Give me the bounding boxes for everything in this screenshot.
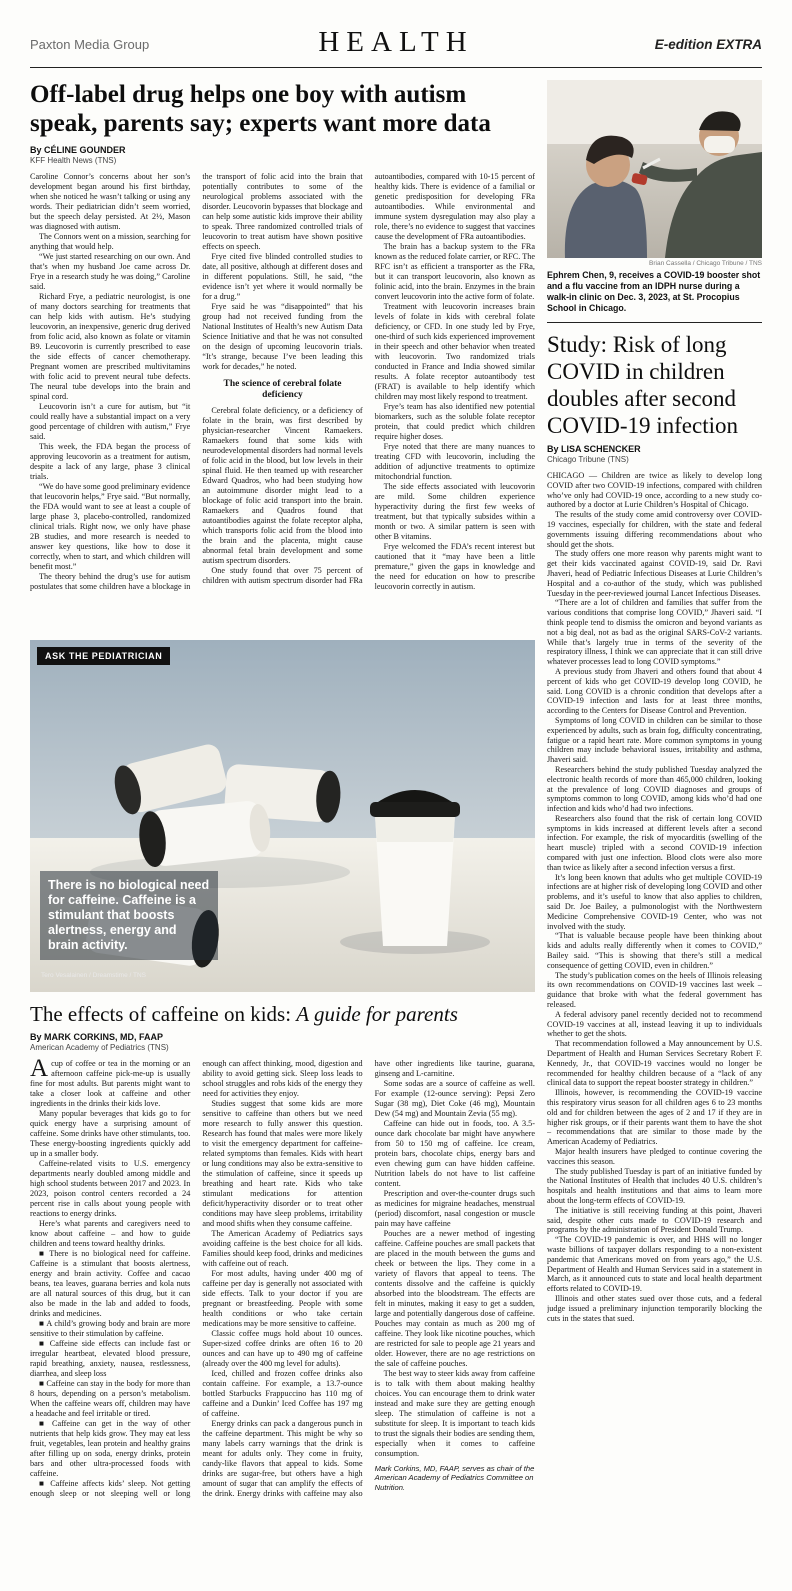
article-paragraph: The brain has a backup system to the FRa known as the reduced folate carrier, or RFC. The RFC isn’t as efficient a transporter as the FRa, but it can transport leucovorin, also known as folinic acid, into the brain. Enzymes in the brain convert leucovorin into the active form of folate.	[374, 242, 535, 301]
article-paragraph: The study published Tuesday is part of an initiative funded by the National Institutes of Health that includes 40 U.S. children’s hospitals and health institutions and that aims to learn more about the long-term effects of COVID-19.	[547, 1166, 762, 1205]
article-paragraph: “That is valuable because people have been thinking about kids and adults really differently when it comes to COVID,” Bailey said. “This is showing that there’s still a medical consequence of getting COVID, even in children.”	[547, 931, 762, 970]
article-paragraph: The theory behind the drug’s use for autism postulates that some children have a blockage in the transport of folic acid into the brain that potentially contributes to some of the neurological problems associated with the disorder. Leucovorin bypasses that blockage and can help some autistic kids improve their ability to speak. Three randomized controlled trials of leucovorin to treat autism have shown positive effects on speech.	[30, 172, 363, 591]
article-paragraph: Frye noted that there are many nuances to treating CFD with leucovorin, including the addition of adjunctive treatments to optimize mitochondrial function.	[374, 442, 535, 481]
article-paragraph: The initiative is still receiving funding at this point, Jhaveri said, despite other cuts made to COVID-19 research and programs by the administration of President Donald Trump.	[547, 1205, 762, 1235]
section-title: HEALTH	[318, 26, 474, 58]
article-paragraph: Leucovorin isn’t a cure for autism, but “it could really have a substantial impact on a very good percentage of children with autism,” Frye said.	[30, 402, 191, 441]
article-paragraph: Researchers behind the study published Tuesday analyzed the electronic health records of more than 465,000 children, looking at the prevalence of long COVID diagnoses and groups of symptoms common to long COVID, among kids who’d had one infection and kids who’d had two infections.	[547, 764, 762, 814]
article-paragraph: The study offers one more reason why parents might want to get their kids vaccinated against COVID-19, said Dr. Ravi Jhaveri, head of Pediatric Infectious Diseases at Lurie Children’s Hospital and a co-author of the study, which was published Tuesday in the peer-reviewed journal Lancet Infectious Diseases.	[547, 549, 762, 598]
article-paragraph: ■ Caffeine can stay in the body for more than 8 hours, depending on a person’s metabolism. When the caffeine wears off, children may have a headache and feel irritable or tired.	[30, 1379, 191, 1418]
article-subhead: The science of cerebral folate deficiency	[223, 379, 342, 400]
right-column	[547, 80, 762, 1558]
publisher-name: Paxton Media Group	[30, 37, 150, 52]
vaccine-photo-credit: Brian Cassella / Chicago Tribune / TNS	[649, 260, 762, 267]
article-paragraph: “We do have some good preliminary evidence that leucovorin helps,” Frye said. “But normally, the FDA would want to see at least a couple of large phase 3, placebo-controlled, randomized clinical trials. Right now, we only have phase 2B studies, and more research is needed to answer key questions, like how to dose it correctly, when to start, and which children will benefit most.”	[30, 482, 191, 571]
article-paragraph: ■ Caffeine affects kids’ sleep. Not getting enough sleep or not sleeping well or long enough can affect thinking, mood, digestion and ability to avoid getting sick. Sleep loss leads to school struggles and robs kids of the energy they need for activities they enjoy.	[30, 1059, 363, 1498]
caffeine-article-headline	[30, 1001, 535, 1027]
covid-article-body	[547, 471, 762, 1551]
autism-article-source: KFF Health News (TNS)	[30, 156, 117, 165]
article-paragraph: Caroline Connor’s concerns about her son’s development began around his first birthday, when she noticed he wasn’t talking or using any words. Their pediatrician didn’t seem worried, but the speech delay persisted. At 2½, Mason was diagnosed with autism.	[30, 172, 191, 231]
vaccine-photo-illustration	[547, 80, 762, 258]
article-paragraph: “There are a lot of children and families that suffer from the various conditions that comprise long COVID,” Jhaveri said. “I think people tend to dismiss the omicron and beyond variants as not a big deal, not as bad as the original SARS-CoV-2 variants. While that’s largely true in terms of the severity of the respiratory illness, I think we can appreciate that it can still drive whatever processes lead to long COVID symptoms.”	[547, 598, 762, 667]
article-paragraph: A federal advisory panel recently decided not to recommend COVID-19 vaccines at all, instead leaving it up to individuals whether to get the shots.	[547, 1009, 762, 1039]
caffeine-article-source: American Academy of Pediatrics (TNS)	[30, 1043, 169, 1052]
column-divider	[547, 322, 762, 323]
article-paragraph: Pouches are a newer method of ingesting caffeine. Caffeine pouches are small packets that are placed in the mouth between the gums and cheek or between the lips. They come in a variety of flavors that appeal to teens. The contents dissolve and the caffeine is quickly absorbed into the bloodstream. The effects are felt in minutes, making it easy to get a sudden, large and potentially dangerous dose of caffeine. Pouches may contain as much as 200 mg of caffeine. They look like nicotine pouches, which are restricted for sale to people age 21 years and older. However, there are no age restrictions on the sale of caffeine pouches.	[374, 1229, 535, 1368]
article-paragraph: Caffeine-related visits to U.S. emergency departments nearly doubled among middle and high school students between 2017 and 2023. In 2023, poison control centers recorded a 24 percent rise in calls about young people with reactions to energy drinks.	[30, 1159, 191, 1218]
article-paragraph: The results of the study come amid controversy over COVID-19 vaccines, especially for children, with the state and federal governments issuing differing recommendations about who should get the shots.	[547, 510, 762, 549]
article-paragraph: Researchers also found that the risk of certain long COVID symptoms in kids increased at different levels after a second infection. For example, the risk of myocarditis (swelling of the heart muscle) tripled with a second COVID-19 infection compared with just one infection. Blood clots were also more than twice as likely after a second infection versus a first.	[547, 813, 762, 872]
coffee-photo-credit: Tero Vesalainen / Dreamstime / TNS	[41, 972, 147, 979]
article-paragraph: Many popular beverages that kids go to for quick energy have a surprising amount of caffeine. Some drinks have other stimulants, too. These energy-boosting ingredients quickly add up in a smaller body.	[30, 1109, 191, 1158]
caffeine-article-byline: By MARK CORKINS, MD, FAAP	[30, 1032, 164, 1042]
article-paragraph: Illinois, however, is recommending the COVID-19 vaccine this respiratory virus season for all children ages 6 to 23 months old and for children between the ages of 2 and 17 if they are in higher risk groups, or if their parents want them to have the shot – recommendations that are similar to those made by the American Academy of Pediatrics.	[547, 1088, 762, 1147]
article-paragraph: Mark Corkins, MD, FAAP, serves as chair of the American Academy of Pediatrics Committee on Nutrition.	[374, 1464, 535, 1492]
article-paragraph: Frye welcomed the FDA’s recent interest but cautioned that it “may have been a little premature,” given the gaps in knowledge and the need for education on how to prescribe leucovorin correctly in autism.	[374, 542, 535, 591]
article-paragraph: “We just started researching on our own. And that’s when my husband Joe came across Dr. Frye in a research study he was doing,” Caroline said.	[30, 252, 191, 291]
article-paragraph: Energy drinks can pack a dangerous punch in the caffeine department. This might be why so many labels carry warnings that the drink is meant for adults only. They come in fruity, candy-like flavors that appeal to kids. Some drinks are sugar-free, but others have a high amount of sugar that can amplify the effects of the drink. Energy drinks with caffeine may also have other ingredients like taurine, guarana, ginseng and L-carnitine.	[202, 1059, 535, 1498]
article-paragraph: One study found that over 75 percent of children with autism spectrum disorder had FRa autoantibodies, compared with 10-15 percent of healthy kids. There is evidence of a familial or genetic predisposition for developing FRa autoantibodies. While environmental and immune system dysregulation may also play a role, there’s no evidence to suggest that vaccines cause the development of FRa autoantibodies.	[202, 172, 535, 585]
article-paragraph: That recommendation followed a May announcement by U.S. Department of Health and Human Services Secretary Robert F. Kennedy, Jr., that COVID-19 vaccines would no longer be recommended for healthy children because of a “lack of any clinical data to support the repeat booster strategy in children.”	[547, 1039, 762, 1088]
article-paragraph: The study’s publication comes on the heels of Illinois releasing its own recommendations on COVID-19 vaccines last week – guidance that broke with what the federal government has released.	[547, 970, 762, 1010]
caffeine-article-byline-block	[30, 1032, 535, 1052]
autism-article-body	[30, 172, 535, 630]
kicker-ask-the-pediatrician: ASK THE PEDIATRICIAN	[37, 647, 170, 665]
article-paragraph: Illinois and other states sued over those cuts, and a federal judge issued a preliminary injunction temporarily blocking the cuts in the states that sued.	[547, 1293, 762, 1323]
article-autism-drug[interactable]	[30, 80, 535, 630]
article-paragraph: It’s long been known that adults who get multiple COVID-19 infections are at higher risk of developing long COVID and other problems, and it’s useful to know that also applies to children, said Dr. Joe Bailey, a pulmonologist with the Northwestern Medicine Comprehensive COVID-19 Center, who was not involved with the study.	[547, 872, 762, 931]
vaccine-photo[interactable]	[547, 80, 762, 258]
article-paragraph: ■ A child’s growing body and brain are more sensitive to their stimulation by caffeine.	[30, 1319, 191, 1338]
article-paragraph: Prescription and over-the-counter drugs such as medicines for migraine headaches, menstrual (period) discomfort, nasal congestion or muscle pain may have caffeine	[374, 1189, 535, 1228]
article-paragraph: Some sodas are a source of caffeine as well. For example (12-ounce serving): Pepsi Zero Sugar (38 mg), Diet Coke (46 mg), Mountain Dew (54 mg) and Mountain Zevia (55 mg).	[374, 1079, 535, 1118]
article-paragraph: Iced, chilled and frozen coffee drinks also contain caffeine. For example, a 13.7-ounce bottled Starbucks Frappuccino has 110 mg of caffeine and a Dunkin’ Iced Coffee has 197 mg of caffeine.	[202, 1369, 363, 1418]
caffeine-article-body	[30, 1059, 535, 1559]
article-paragraph: Frye’s team has also identified new potential biomarkers, such as the soluble folate receptor protein, that could predict which children require higher doses.	[374, 402, 535, 441]
caffeine-headline-italic: A guide for parents	[296, 1002, 458, 1026]
covid-article-byline-block	[547, 444, 762, 464]
article-paragraph: Treatment with leucovorin increases brain levels of folate in kids with cerebral folate deficiency, or CFD. In one study led by Frye, one-third of such kids experienced improvement in their speech and other behavior when treated with leucovorin. Two randomized trials conducted in France and India showed similar results. A folate receptor autoantibody test (FRAT) is available to help identify which children may most likely respond to treatment.	[374, 302, 535, 401]
article-paragraph: Cerebral folate deficiency, or a deficiency of folate in the brain, was first described by physician-researcher Vincent Ramaekers. Ramaekers found that some kids with neurodevelopmental disorders had normal levels of folic acid in the blood, but low levels in their spinal fluid. He then teamed up with researcher Edward Quadros, who had been studying how an autoimmune disorder might lead to a blockage of folic acid transport into the brain. Ramaekers and Quadros found that autoantibodies against the folate receptor alpha, which transports folic acid from the blood into the brain and the placenta, might cause abnormal fetal brain development and some autism spectrum disorders.	[202, 406, 363, 565]
article-paragraph: The Connors went on a mission, searching for anything that would help.	[30, 232, 191, 251]
article-paragraph: A previous study from Jhaveri and others found that about 4 percent of kids who get COVID-19 develop long COVID, he said. Long COVID is a chronic condition that develops after a COVID-19 infection and lasts for at least three months, according to the Centers for Disease Control and Prevention.	[547, 666, 762, 716]
vaccine-photo-caption: Ephrem Chen, 9, receives a COVID-19 booster shot and a flu vaccine from an IDPH nurse during a walk-in clinic on Dec. 3, 2023, at St. Procopius School in Chicago.	[547, 270, 761, 313]
covid-article-source: Chicago Tribune (TNS)	[547, 455, 629, 464]
masthead	[30, 24, 762, 68]
article-paragraph: This week, the FDA began the process of approving leucovorin as a treatment for autism, despite a lack of any large, phase 3 clinical trials.	[30, 442, 191, 481]
article-paragraph: The American Academy of Pediatrics says avoiding caffeine is the best choice for all kids. Families should keep food, drinks and medicines with caffeine out of reach.	[202, 1229, 363, 1268]
article-paragraph: Frye cited five blinded controlled studies to date, all positive, although at different doses and in different populations. Still, he said, “the evidence isn’t yet where it would normally be for a drug.”	[202, 252, 363, 301]
article-paragraph: ■ Caffeine can get in the way of other nutrients that help kids grow. They may eat less fruit, vegetables, lean protein and healthy grains after filling up on soda, energy drinks, protein bars and other ultra-processed foods with caffeine.	[30, 1419, 191, 1478]
article-paragraph: Frye said he was “disappointed” that his group had not received funding from the National Institutes of Health’s new Autism Data Science Initiative and that he was not consulted on the design of upcoming leucovorin trials. “It’s strange, because I’ve been leading this work for decades,” he noted.	[202, 302, 363, 371]
article-paragraph: Acup of coffee or tea in the morning or an afternoon caffeine pick-me-up is usually fine for most adults. But parents might want to take a closer look at caffeine and other ingredients in the drinks their kids love.	[30, 1059, 191, 1108]
covid-article-byline: By LISA SCHENCKER	[547, 444, 641, 454]
covid-article-headline: Study: Risk of long COVID in children doubles after second COVID-19 infection	[547, 332, 738, 438]
article-paragraph: Caffeine can hide out in foods, too. A 3.5-ounce dark chocolate bar might have anywhere from 50 to 150 mg of caffeine. Ice cream, protein bars, chocolate chips, energy bars and even chewing gum can have hidden caffeine. Nutrition labels do not have to list caffeine content.	[374, 1119, 535, 1188]
article-paragraph: Major health insurers have pledged to continue covering the vaccines this season.	[547, 1146, 762, 1166]
article-paragraph: ■ Caffeine side effects can include fast or irregular heartbeat, elevated blood pressure, rapid breathing, anxiety, nausea, restlessness, diarrhea, and sleep loss	[30, 1339, 191, 1378]
photo-overlay-text: There is no biological need for caffeine. Caffeine is a stimulant that boosts alertness, energy and brain activity.	[40, 871, 218, 960]
left-region	[30, 80, 535, 1559]
article-paragraph: The best way to steer kids away from caffeine is to talk with them about making healthy choices. You can encourage them to drink water instead and make sure they are getting enough sleep. The stimulation of caffeine is not a substitute for sleep. It is important to teach kids to trust the signals their bodies are sending them, especially when it comes to caffeine consumption.	[374, 1369, 535, 1458]
article-paragraph: Classic coffee mugs hold about 10 ounces. Super-sized coffee drinks are often 16 to 20 ounces and can have up to 490 mg of caffeine (already over the 400 mg level for adults).	[202, 1329, 363, 1368]
article-paragraph: Studies suggest that some kids are more sensitive to caffeine than others but we need more research to fully answer this question. Research has found that males were more likely to visit the emergency department for caffeine-related symptoms than females. Kids with heart or lung conditions may also be extra-sensitive to the stimulation of caffeine, since it speeds up breathing and heart rate. Kids who take stimulant medications for attention deficit/hyperactivity disorder or to treat other conditions may have sleep problems, irritability and mood shifts when they consume caffeine.	[202, 1099, 363, 1228]
article-paragraph: “The COVID-19 pandemic is over, and HHS will no longer waste billions of taxpayer dollars responding to a non-existent pandemic that Americans moved on from years ago,” the U.S. Department of Health and Human Services said in a statement in March, as it announced cuts to state and local health department efforts related to COVID-19.	[547, 1235, 762, 1294]
article-paragraph: CHICAGO — Children are twice as likely to develop long COVID after two COVID-19 infections, compared with children who’ve only had COVID-19 once, according to a new study co-authored by a doctor at Lurie Children’s Hospital of Chicago.	[547, 471, 762, 510]
article-paragraph: Richard Frye, a pediatric neurologist, is one of many doctors searching for treatments that can help kids with autism. He’s studying leucovorin, an inexpensive, generic drug derived from folic acid, also known as folate or vitamin B9. Leucovorin is currently prescribed to ease the side effects of cancer chemotherapy. Pregnant women are prescribed multivitamins with folic acid to prevent neural tube defects. The neural tube develops into the brain and spinal cord.	[30, 292, 191, 401]
autism-article-byline-block	[30, 145, 535, 165]
article-paragraph: For most adults, having under 400 mg of caffeine per day is generally not associated with side effects. Talk to your doctor if you are pregnant or breastfeeding. People with some health conditions or who take certain medications may be more sensitive to caffeine.	[202, 1269, 363, 1328]
coffee-cups-photo[interactable]	[30, 640, 535, 992]
article-long-covid[interactable]	[547, 331, 762, 1551]
edition-label: E-edition EXTRA	[654, 37, 762, 52]
caffeine-headline-main: The effects of caffeine on kids:	[30, 1002, 297, 1026]
article-caffeine-feature[interactable]	[30, 640, 535, 1559]
autism-article-byline: By CÉLINE GOUNDER	[30, 145, 126, 155]
autism-article-headline: Off-label drug helps one boy with autism speak, parents say; experts want more data	[30, 81, 491, 137]
article-paragraph: ■ There is no biological need for caffeine. Caffeine is a stimulant that boosts alertness, energy and brain activity. Coffee and cacao beans, tea leaves, guarana berries and kola nuts are all natural sources of this drug, but it can also be made in the lab and added to foods, drinks and medicines.	[30, 1249, 191, 1318]
article-paragraph: Symptoms of long COVID in children can be similar to those experienced by adults, such as brain fog, difficulty concentrating, fatigue or a rapid heart rate. More common symptoms in young children may include behavioral issues, irritability and asthma, Jhaveri said.	[547, 715, 762, 765]
article-paragraph: Here’s what parents and caregivers need to know about caffeine – and how to guide children and teens toward healthy drinks.	[30, 1219, 191, 1248]
article-paragraph: The side effects associated with leucovorin are mild. Some children experience hyperactivity during the first few weeks of treatment, but that typically subsides within a month or two. A similar pattern is seen with other B vitamins.	[374, 482, 535, 541]
